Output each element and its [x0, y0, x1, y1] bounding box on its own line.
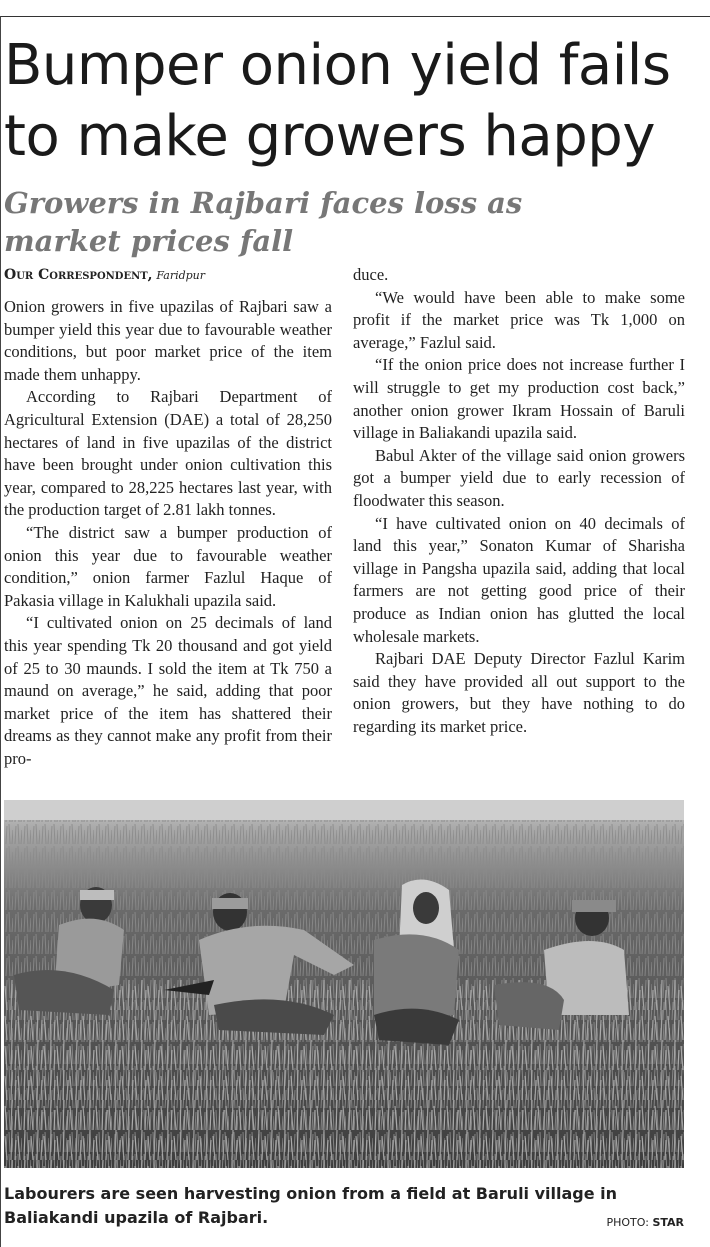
photo-credit [606, 1216, 684, 1229]
paragraph: “I cultivated onion on 25 decimals of land this year spending Tk 20 thousand and got yield of 25 to 30 maunds. I sold the item at Tk 750 a maund on average,” he said, adding that poor market price of the item has shattered their dreams as they cannot make any profit from their pro- [4, 613, 332, 768]
news-photo [4, 800, 684, 1168]
byline-author: Our Correspondent, [4, 267, 153, 283]
photo-credit-label: PHOTO: [606, 1216, 649, 1229]
byline [4, 267, 205, 283]
photo-caption: Labourers are seen harvesting onion from a field at Baruli village in Baliakandi upazila of Rajbari. [4, 1184, 618, 1227]
paragraph: “We would have been able to make some profit if the market price was Tk 1,000 on average,” Fazlul said. [353, 287, 685, 352]
paragraph: duce. [353, 265, 389, 284]
headline: Bumper onion yield fails to make growers happy [4, 33, 671, 169]
left-rule [0, 16, 1, 1247]
article-column-1 [4, 296, 332, 770]
onion-field-illustration [4, 800, 684, 1168]
paragraph: Babul Akter of the village said onion growers got a bumper yield due to early recession of floodwater this season. [353, 445, 685, 510]
paragraph: “If the onion price does not increase further I will struggle to get my production cost back,” another onion grower Ikram Hossain of Baruli village in Baliakandi upazila said. [353, 355, 685, 443]
subheadline: Growers in Rajbari faces loss as market prices fall [4, 186, 523, 258]
article-column-2 [353, 264, 685, 738]
paragraph: Rajbari DAE Deputy Director Fazlul Karim said they have provided all out support to the onion growers, but they have nothing to do regarding its market price. [353, 649, 685, 736]
photo-credit-source: STAR [652, 1216, 684, 1229]
paragraph: “The district saw a bumper production of onion this year due to favourable weather condition,” onion farmer Fazlul Haque of Pakasia village in Kalukhali upazila said. [4, 522, 332, 610]
paragraph: “I have cultivated onion on 40 decimals of land this year,” Sonaton Kumar of Sharisha village in Pangsha upazila said, adding that local farmers are not getting good price of their produce as Indian onion has glutted the local wholesale markets. [353, 513, 685, 646]
top-rule [0, 16, 710, 17]
byline-place: Faridpur [156, 269, 206, 282]
paragraph: Onion growers in five upazilas of Rajbari saw a bumper yield this year due to favourable weather conditions, but poor market price of the item made them unhappy. [4, 297, 332, 384]
paragraph: According to Rajbari Department of Agricultural Extension (DAE) a total of 28,250 hectares of land in five upazilas of the district have been brought under onion cultivation this year, compared to 28,225 hectares last year, with the production target of 2.81 lakh tonnes. [4, 387, 332, 520]
